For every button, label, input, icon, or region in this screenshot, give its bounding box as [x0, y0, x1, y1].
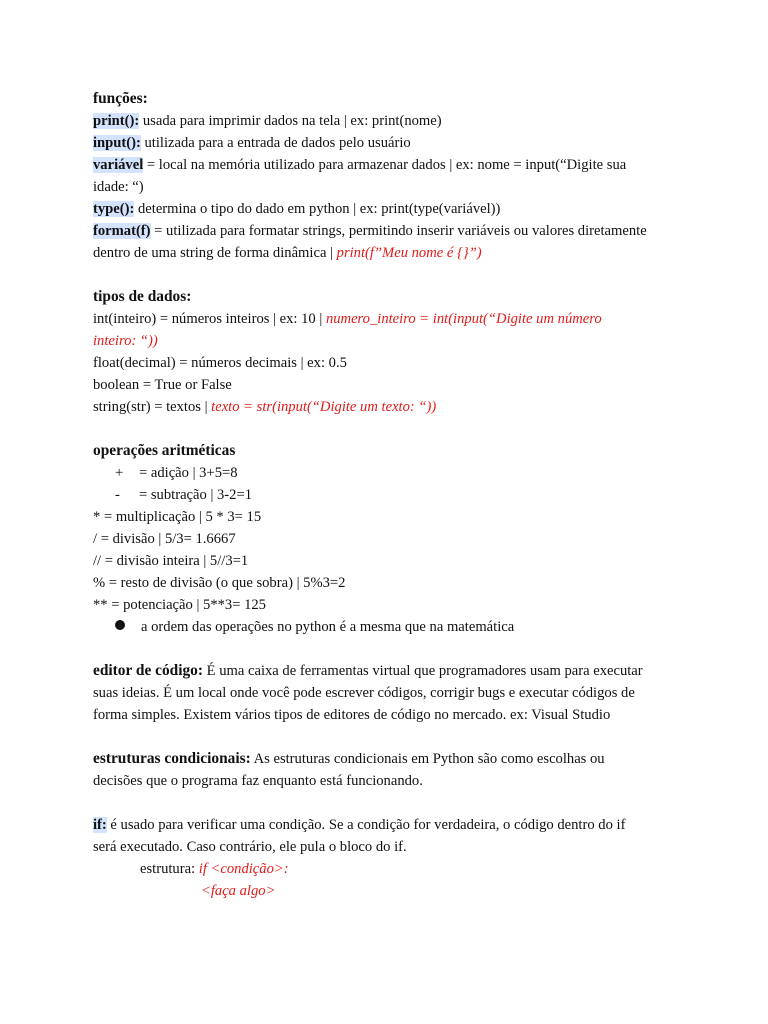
op-symbol: -: [115, 487, 120, 503]
term-if: if:: [93, 817, 107, 833]
bullet-text: a ordem das operações no python é a mesma que na matemática: [141, 619, 515, 635]
bullet-item: [93, 616, 683, 638]
op-line-potenciacao: ** = potenciação | 5**3= 125: [93, 597, 266, 613]
term-format: format(f): [93, 223, 151, 239]
estruturas-line-2: decisões que o programa faz enquanto está funcionando.: [93, 773, 423, 789]
section-heading-editor: editor de código:: [93, 662, 204, 679]
op-line-divisao-inteira: // = divisão inteira | 5//3=1: [93, 553, 249, 569]
term-type: type():: [93, 201, 135, 217]
variavel-desc: = local na memória utilizado para armazenar dados | ex: nome = input(“Digite sua: [143, 157, 627, 173]
format-line: [93, 220, 683, 242]
term-print: print():: [93, 113, 140, 129]
editor-line-2: suas ideias. É um local onde você pode escrever códigos, corrigir bugs e executar códigos de: [93, 685, 635, 701]
editor-line-1: [93, 660, 683, 682]
document-content: [93, 88, 683, 902]
float-line: float(decimal) = números decimais | ex: 0.5: [93, 355, 347, 371]
format-line-2: [93, 242, 683, 264]
spacer: [93, 264, 683, 286]
format-example: print(f”Meu nome é {}”): [336, 245, 482, 261]
section-heading-estruturas: estruturas condicionais:: [93, 750, 251, 767]
boolean-line: boolean = True or False: [93, 377, 232, 393]
if-line-2: será executado. Caso contrário, ele pula o bloco do if.: [93, 839, 407, 855]
print-desc: usada para imprimir dados na tela | ex: print(nome): [139, 113, 442, 129]
section-heading-funcoes: funções:: [93, 90, 148, 107]
bullet-icon: [115, 620, 125, 630]
op-line-resto: % = resto de divisão (o que sobra) | 5%3=2: [93, 575, 346, 591]
if-line-1: [93, 814, 683, 836]
op-symbol: +: [115, 465, 124, 481]
op-item-subtracao: [93, 484, 683, 506]
op-item-adicao: [93, 462, 683, 484]
string-example: texto = str(input(“Digite um texto: “)): [211, 399, 437, 415]
op-text: = subtração | 3-2=1: [139, 487, 252, 503]
section-heading-tipos: tipos de dados:: [93, 288, 192, 305]
if-code-2: <faça algo>: [201, 883, 276, 899]
op-text: = adição | 3+5=8: [139, 465, 238, 481]
format-desc-2: dentro de uma string de forma dinâmica |: [93, 245, 337, 261]
if-text-1: é usado para verificar uma condição. Se a condição for verdadeira, o código dentro do if: [106, 817, 626, 833]
int-example-2: inteiro: “)): [93, 333, 158, 349]
spacer: [93, 418, 683, 440]
estrutura-line: [93, 858, 683, 880]
type-desc: determina o tipo do dado em python | ex: print(type(variável)): [134, 201, 501, 217]
estruturas-line-1: [93, 748, 683, 770]
term-input: input():: [93, 135, 141, 151]
int-example: numero_inteiro = int(input(“Digite um número: [325, 311, 602, 327]
estruturas-text-1: As estruturas condicionais em Python são como escolhas ou: [250, 751, 605, 767]
section-heading-operacoes: operações aritméticas: [93, 442, 236, 459]
input-line: [93, 132, 683, 154]
print-line: [93, 110, 683, 132]
variavel-line: [93, 154, 683, 176]
if-code-1: if <condição>:: [198, 861, 289, 877]
input-desc: utilizada para a entrada de dados pelo usuário: [140, 135, 411, 151]
string-line: [93, 396, 683, 418]
term-variavel: variável: [93, 157, 144, 173]
editor-text-1: É uma caixa de ferramentas virtual que programadores usam para executar: [203, 663, 643, 679]
format-desc: = utilizada para formatar strings, permitindo inserir variáveis ou valores diretamente: [150, 223, 647, 239]
op-line-multiplicacao: * = multiplicação | 5 * 3= 15: [93, 509, 262, 525]
string-text: string(str) = textos |: [93, 399, 212, 415]
int-line: [93, 308, 683, 330]
variavel-line-2: idade: “): [93, 179, 144, 195]
spacer: [93, 726, 683, 748]
int-text: int(inteiro) = números inteiros | ex: 10 |: [93, 311, 326, 327]
op-line-divisao: / = divisão | 5/3= 1.6667: [93, 531, 236, 547]
editor-line-3: forma simples. Existem vários tipos de editores de código no mercado. ex: Visual Studio: [93, 707, 611, 723]
type-line: [93, 198, 683, 220]
spacer: [93, 792, 683, 814]
estrutura-label: estrutura:: [140, 861, 199, 877]
spacer: [93, 638, 683, 660]
